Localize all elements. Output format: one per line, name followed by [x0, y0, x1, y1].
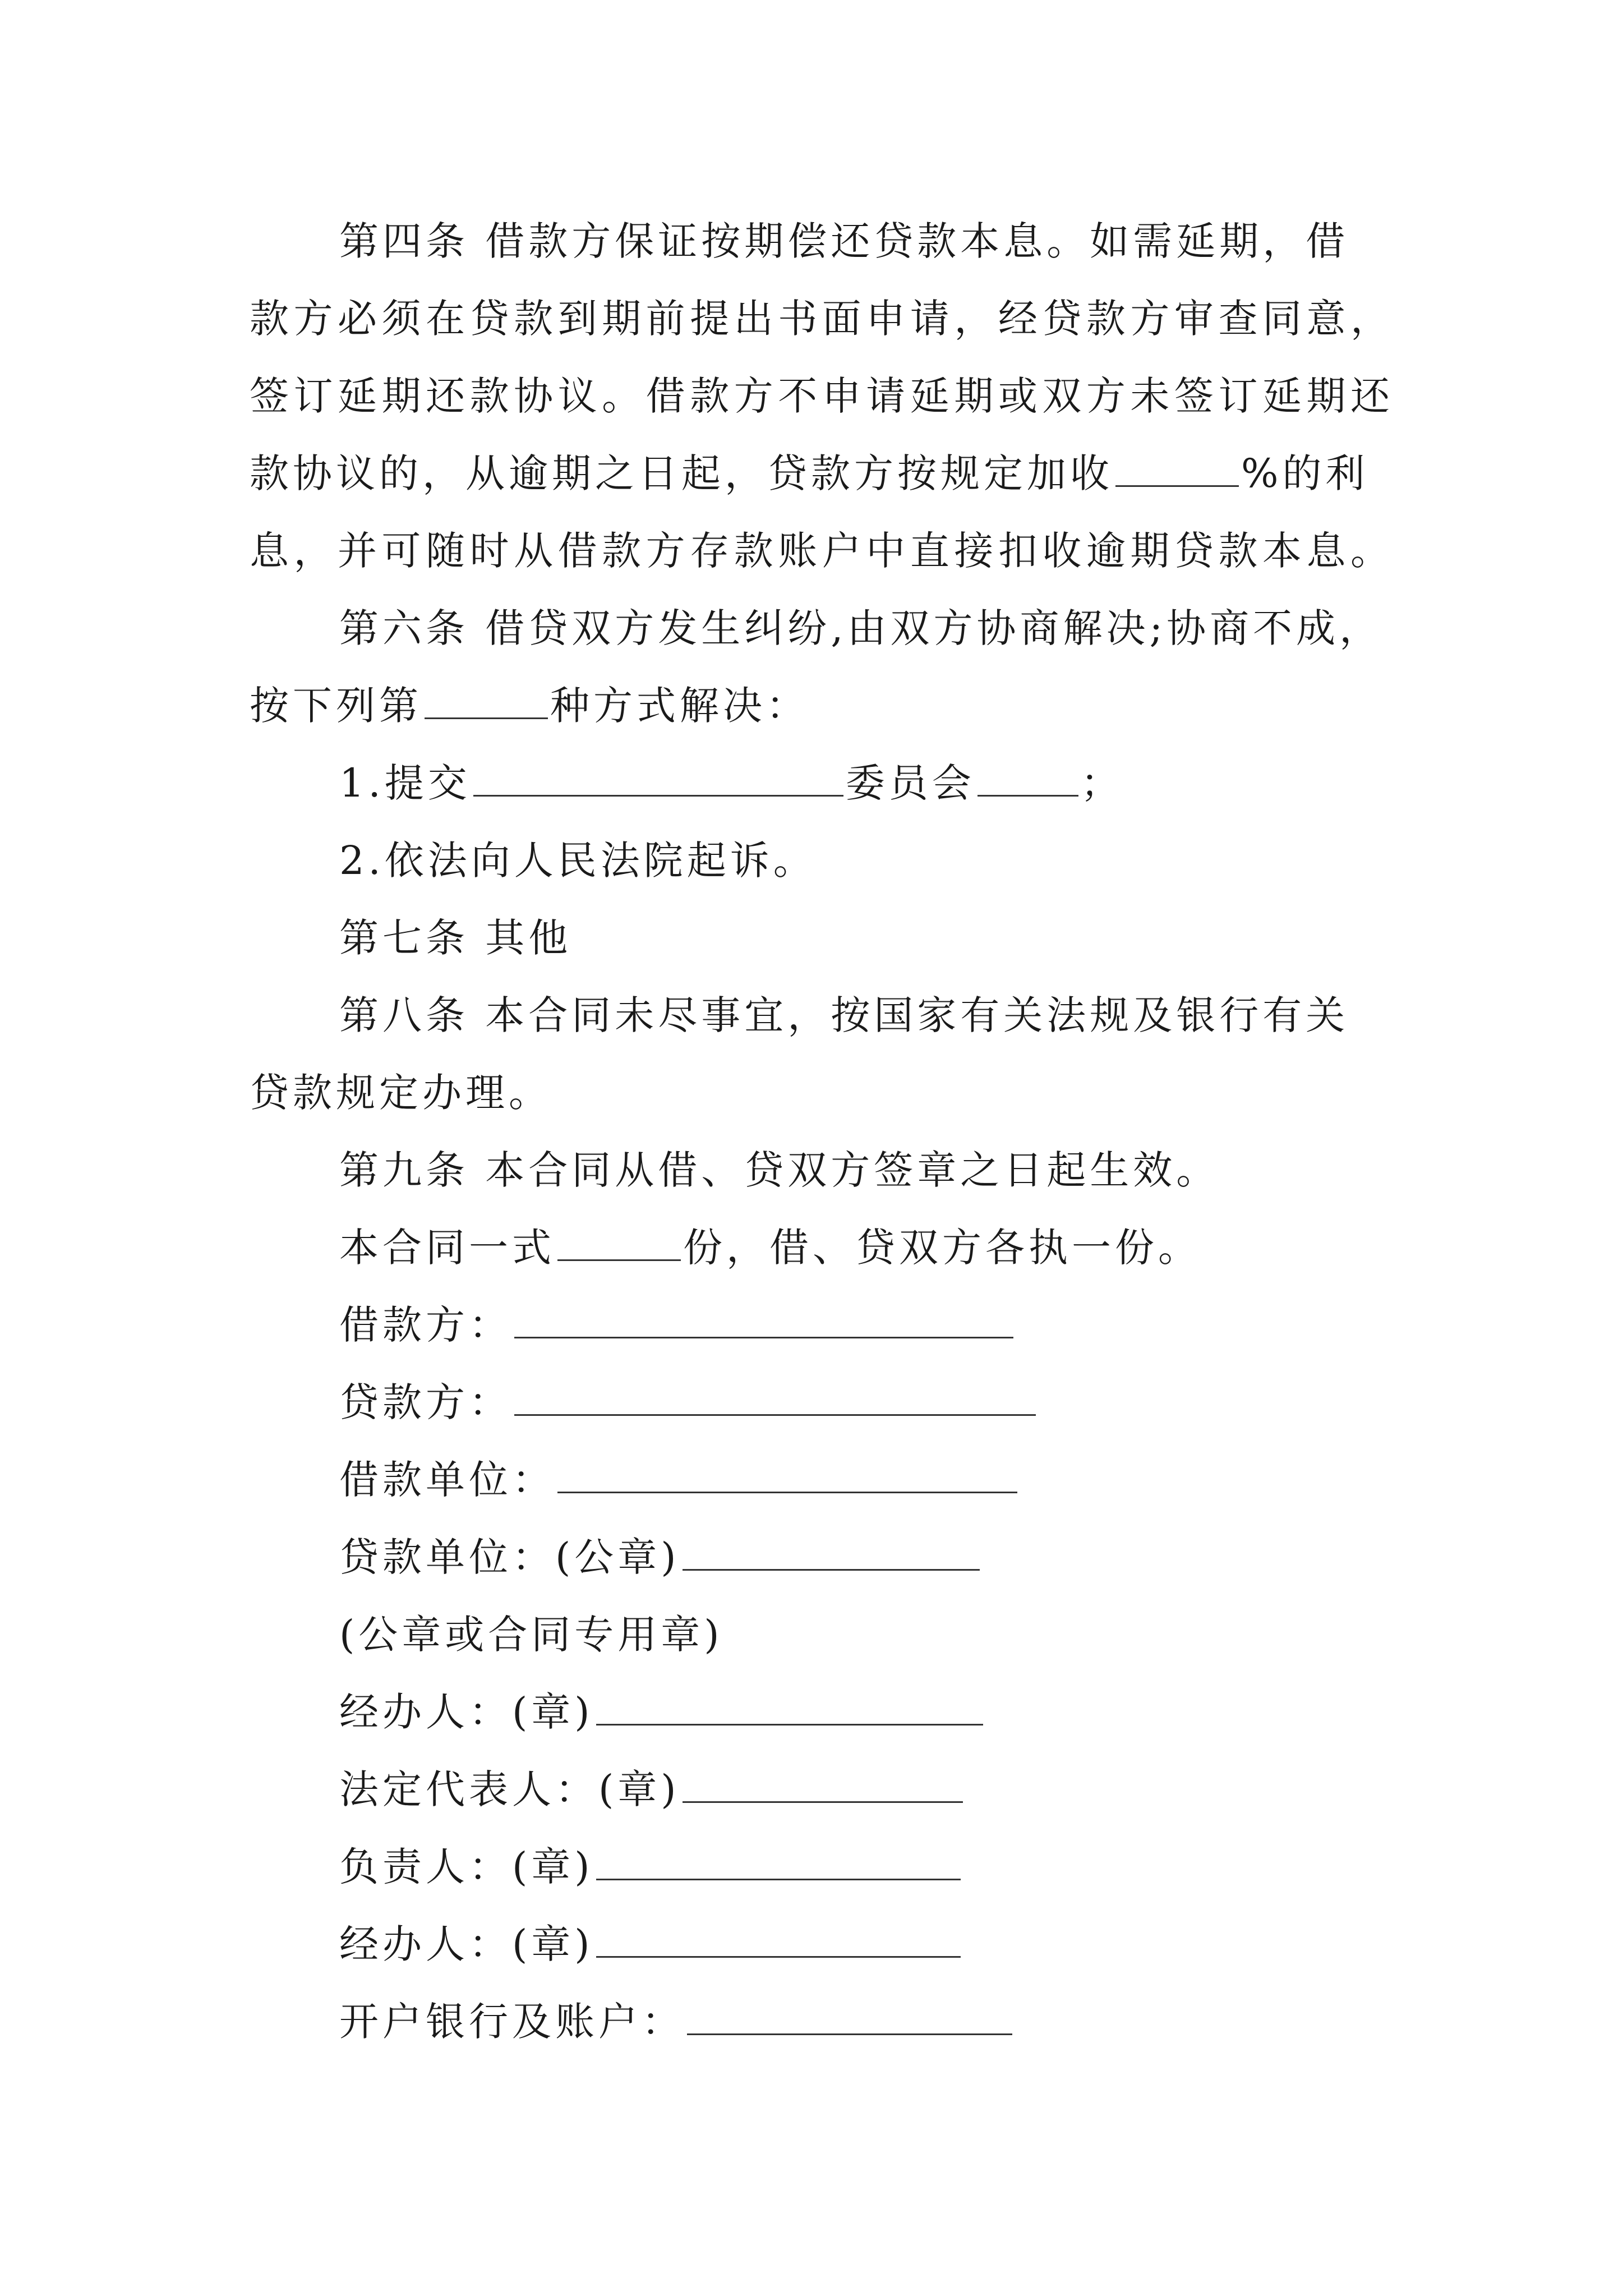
article4-text-2: 款方必须在贷款到期前提出书面申请，经贷款方审查同意，	[250, 296, 1394, 342]
borrower-blank	[514, 1297, 1013, 1338]
copies-text-a: 本合同一式	[339, 1225, 555, 1271]
article4-text-3: 签订延期还款协议。借款方不申请延期或双方未签订延期还	[250, 373, 1394, 419]
article7-line1	[339, 904, 1394, 972]
article6-line1	[339, 595, 1394, 662]
article9-line1	[339, 1137, 1394, 1204]
article9-text-1: 第九条 本合同从借、贷双方签章之日起生效。	[339, 1147, 1220, 1193]
article6-line2	[250, 672, 1394, 739]
article6-text-2a: 按下列第	[250, 683, 422, 729]
signature-handler-2	[339, 1911, 1394, 1978]
lender-unit-label: 贷款单位：(公章)	[339, 1534, 680, 1580]
borrower-label: 借款方：	[339, 1302, 512, 1348]
article9-copies	[339, 1214, 1394, 1281]
seal-note	[339, 1601, 1394, 1668]
signature-borrower	[339, 1291, 1394, 1359]
article6-option1	[339, 749, 1394, 817]
legal-rep-label: 法定代表人：(章)	[339, 1766, 680, 1812]
handler1-label: 经办人：(章)	[339, 1689, 594, 1735]
copies-count-blank	[557, 1220, 681, 1261]
bank-account-label: 开户银行及账户：	[339, 1999, 685, 2045]
article4-text-1: 第四条 借款方保证按期偿还贷款本息。如需延期，借	[339, 218, 1349, 264]
handler2-blank	[596, 1917, 961, 1958]
article4-text-4a: 款协议的，从逾期之日起，贷款方按规定加收	[250, 450, 1113, 496]
option2-text: 2.依法向人民法院起诉。	[339, 838, 817, 884]
article4-line4	[250, 440, 1394, 507]
lender-unit-blank	[683, 1530, 980, 1571]
option1-text-b: 委员会	[845, 760, 975, 806]
article6-text-1: 第六条 借贷双方发生纠纷,由双方协商解决;协商不成，	[339, 605, 1383, 651]
article7-text: 第七条 其他	[339, 915, 572, 961]
option1-text-a: 1.提交	[339, 760, 471, 806]
responsible-label: 负责人：(章)	[339, 1844, 594, 1890]
article4-line1	[339, 208, 1394, 275]
article6-text-2b: 种方式解决：	[550, 683, 809, 729]
bank-account-blank	[687, 1994, 1012, 2035]
lender-label: 贷款方：	[339, 1379, 512, 1425]
signature-bank-account	[339, 1988, 1394, 2055]
seal-note-text: (公章或合同专用章)	[339, 1612, 723, 1658]
article8-line1	[339, 982, 1394, 1049]
copies-text-b: 份，借、贷双方各执一份。	[683, 1225, 1201, 1271]
responsible-blank	[596, 1839, 961, 1880]
article4-line3	[250, 362, 1394, 430]
article8-text-1: 第八条 本合同未尽事宜，按国家有关法规及银行有关	[339, 992, 1349, 1038]
borrower-unit-blank	[557, 1452, 1017, 1493]
interest-rate-blank	[1115, 446, 1239, 487]
article8-text-2: 贷款规定办理。	[250, 1070, 552, 1116]
signature-legal-rep	[339, 1756, 1394, 1823]
borrower-unit-label: 借款单位：	[339, 1457, 555, 1503]
article4-text-4b: %的利	[1241, 450, 1369, 496]
article4-text-5: 息，并可随时从借款方存款账户中直接扣收逾期贷款本息。	[250, 528, 1394, 574]
article6-option2	[339, 827, 1394, 894]
legal-rep-blank	[683, 1762, 963, 1803]
option1-text-c: ；	[1080, 760, 1124, 806]
dispute-method-blank	[425, 678, 548, 719]
signature-lender	[339, 1369, 1394, 1436]
article8-line2	[250, 1059, 1394, 1126]
signature-lender-unit	[339, 1524, 1394, 1591]
handler1-blank	[596, 1685, 983, 1726]
lender-blank	[514, 1375, 1036, 1416]
arbitration-name-blank	[473, 756, 843, 797]
signature-handler-1	[339, 1678, 1394, 1746]
handler2-label: 经办人：(章)	[339, 1921, 594, 1967]
article4-line5	[250, 517, 1394, 585]
article4-line2	[250, 285, 1394, 352]
arbitration-blank	[978, 756, 1078, 797]
signature-responsible	[339, 1833, 1394, 1901]
signature-borrower-unit	[339, 1446, 1394, 1513]
